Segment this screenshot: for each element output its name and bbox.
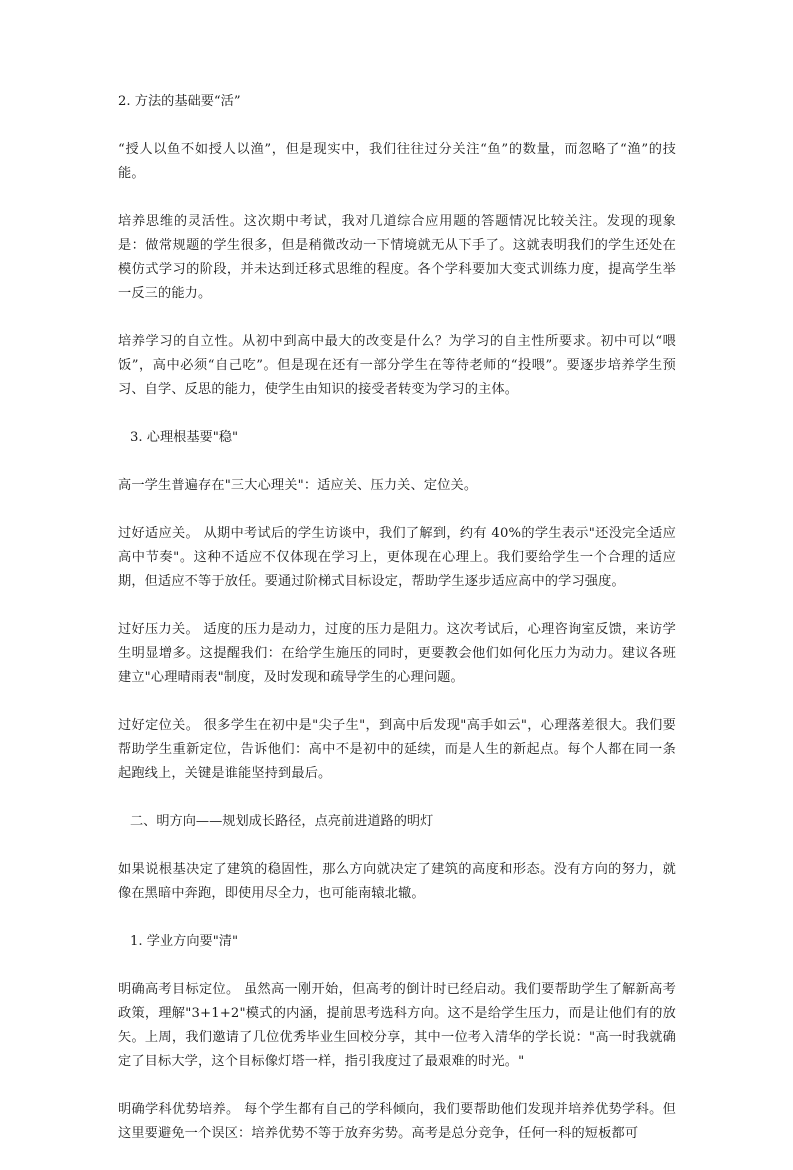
paragraph-direction-intro: 如果说根基决定了建筑的稳固性，那么方向就决定了建筑的高度和形态。没有方向的努力，就像在黑暗中奔跑，即使用尽全力，也可能南辕北辙。 xyxy=(118,862,676,901)
paragraph-three-barriers: 高一学生普遍存在"三大心理关"：适应关、压力关、定位关。 xyxy=(118,478,478,493)
paragraph-learning-independence: 培养学习的自立性。从初中到高中最大的改变是什么？为学习的自主性所要求。初中可以“喂饭”，高中必须“自己吃”。但是现在还有一部分学生在等待老师的“投喂”。要逐步培养学生预习、自学、反思的能力，使学生由知识的接受者转变为学习的主体。 xyxy=(118,334,676,397)
paragraph-thinking-flexibility: 培养思维的灵活性。这次期中考试，我对几道综合应用题的答题情况比较关注。发现的现象是：做常规题的学生很多，但是稍微改动一下情境就无从下手了。这就表明我们的学生还处在模仿式学习的阶段，并未达到迁移式思维的程度。各个学科要加大变式训练力度，提高学生举一反三的能力。 xyxy=(118,214,676,301)
paragraph-subject-strength: 明确学科优势培养。 每个学生都有自己的学科倾向，我们要帮助他们发现并培养优势学科。但这里要避免一个误区：培养优势不等于放弃劣势。高考是总分竞争，任何一科的短板都可 xyxy=(118,1102,676,1141)
chapter-heading-direction: 二、明方向——规划成长路径，点亮前进道路的明灯 xyxy=(130,814,434,829)
paragraph-adaptation: 过好适应关。 从期中考试后的学生访谈中，我们了解到，约有 40%的学生表示"还没完全适应高中节奏"。这种不适应不仅体现在学习上，更体现在心理上。我们要给学生一个合理的适应期，但适应不等于放任。要通过阶梯式目标设定，帮助学生逐步适应高中的学习强度。 xyxy=(118,526,676,589)
paragraph-fish-quote: “授人以鱼不如授人以渔”，但是现实中，我们往往过分关注“鱼”的数量，而忽略了“渔”的技能。 xyxy=(118,142,676,181)
section-heading-academic: 1. 学业方向要"清" xyxy=(130,934,239,949)
paragraph-pressure: 过好压力关。 适度的压力是动力，过度的压力是阻力。这次考试后，心理咨询室反馈，来访学生明显增多。这提醒我们：在给学生施压的同时，更要教会他们如何化压力为动力。建议各班建立"心理晴雨表"制度，及时发现和疏导学生的心理问题。 xyxy=(118,622,676,685)
document-body xyxy=(118,90,676,1170)
section-heading-psychology: 3. 心理根基要"稳" xyxy=(130,430,239,445)
section-heading-method: 2. 方法的基础要“活” xyxy=(118,94,241,109)
paragraph-positioning: 过好定位关。 很多学生在初中是"尖子生"，到高中后发现"高手如云"，心理落差很大。我们要帮助学生重新定位，告诉他们：高中不是初中的延续，而是人生的新起点。每个人都在同一条起跑线上，关键是谁能坚持到最后。 xyxy=(118,718,676,781)
paragraph-exam-goal: 明确高考目标定位。 虽然高一刚开始，但高考的倒计时已经启动。我们要帮助学生了解新高考政策，理解"3+1+2"模式的内涵，提前思考选科方向。这不是给学生压力，而是让他们有的放矢。上周，我们邀请了几位优秀毕业生回校分享，其中一位考入清华的学长说："高一时我就确定了目标大学，这个目标像灯塔一样，指引我度过了最艰难的时光。" xyxy=(118,982,676,1069)
